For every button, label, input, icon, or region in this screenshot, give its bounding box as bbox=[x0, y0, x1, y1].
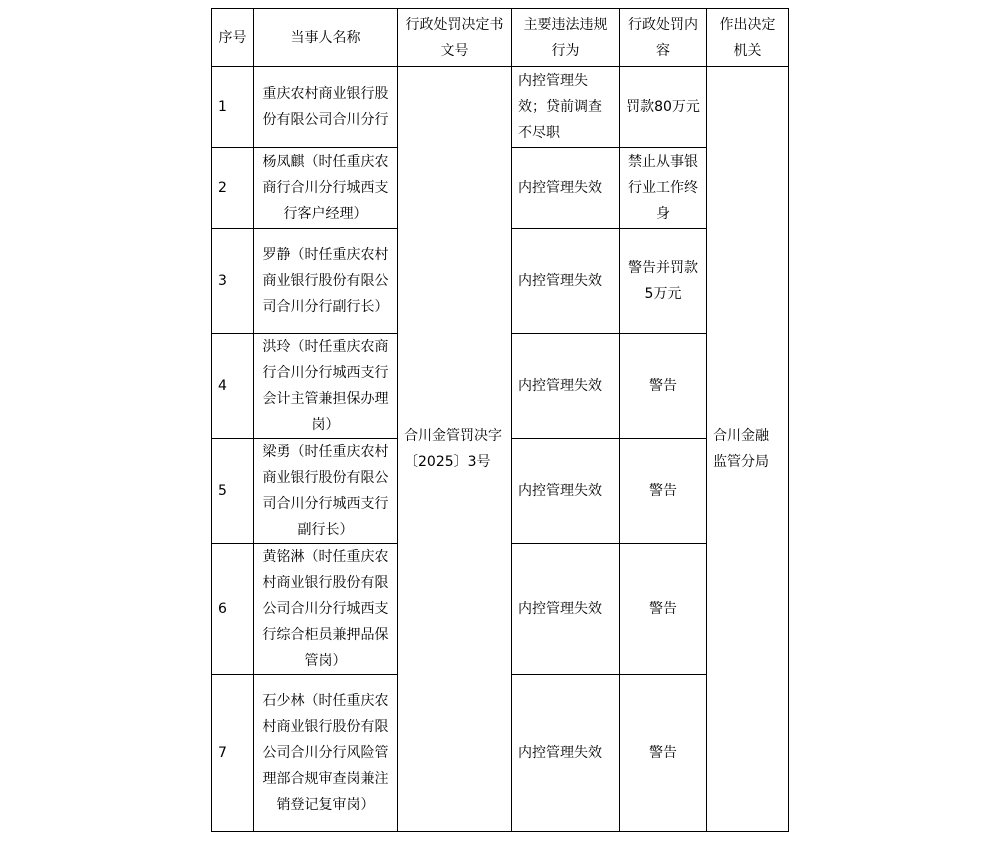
decision-authority: 合川金融监管分局 bbox=[707, 67, 789, 832]
violation: 内控管理失效 bbox=[512, 675, 620, 832]
party-name: 黄铭淋（时任重庆农村商业银行股份有限公司合川分行城西支行综合柜员兼押品保管岗） bbox=[254, 544, 398, 675]
row-index: 5 bbox=[212, 439, 254, 544]
row-index: 7 bbox=[212, 675, 254, 832]
party-name: 石少林（时任重庆农村商业银行股份有限公司合川分行风险管理部合规审查岗兼注销登记复审岗） bbox=[254, 675, 398, 832]
header-document: 行政处罚决定书文号 bbox=[398, 9, 512, 67]
penalty: 警告并罚款5万元 bbox=[620, 229, 707, 334]
violation: 内控管理失效 bbox=[512, 229, 620, 334]
header-row bbox=[212, 9, 789, 67]
penalty: 警告 bbox=[620, 544, 707, 675]
row-index: 1 bbox=[212, 67, 254, 148]
party-name: 罗静（时任重庆农村商业银行股份有限公司合川分行副行长） bbox=[254, 229, 398, 334]
header-penalty: 行政处罚内容 bbox=[620, 9, 707, 67]
row-index: 6 bbox=[212, 544, 254, 675]
row-index: 2 bbox=[212, 148, 254, 229]
party-name: 梁勇（时任重庆农村商业银行股份有限公司合川分行城西支行副行长） bbox=[254, 439, 398, 544]
violation: 内控管理失效 bbox=[512, 334, 620, 439]
document-number: 合川金管罚决字〔2025〕3号 bbox=[398, 67, 512, 832]
party-name: 洪玲（时任重庆农商行合川分行城西支行会计主管兼担保办理岗） bbox=[254, 334, 398, 439]
header-authority: 作出决定机关 bbox=[707, 9, 789, 67]
violation: 内控管理失效；贷前调查不尽职 bbox=[512, 67, 620, 148]
party-name: 杨凤麒（时任重庆农商行合川分行城西支行客户经理） bbox=[254, 148, 398, 229]
header-party: 当事人名称 bbox=[254, 9, 398, 67]
row-index: 4 bbox=[212, 334, 254, 439]
penalty: 警告 bbox=[620, 334, 707, 439]
violation: 内控管理失效 bbox=[512, 439, 620, 544]
violation: 内控管理失效 bbox=[512, 148, 620, 229]
penalty: 禁止从事银行业工作终身 bbox=[620, 148, 707, 229]
penalty: 警告 bbox=[620, 675, 707, 832]
party-name: 重庆农村商业银行股份有限公司合川分行 bbox=[254, 67, 398, 148]
penalty: 罚款80万元 bbox=[620, 67, 707, 148]
table-row bbox=[212, 67, 789, 148]
penalty: 警告 bbox=[620, 439, 707, 544]
header-violation: 主要违法违规行为 bbox=[512, 9, 620, 67]
violation: 内控管理失效 bbox=[512, 544, 620, 675]
penalty-table bbox=[211, 8, 789, 832]
header-index: 序号 bbox=[212, 9, 254, 67]
row-index: 3 bbox=[212, 229, 254, 334]
